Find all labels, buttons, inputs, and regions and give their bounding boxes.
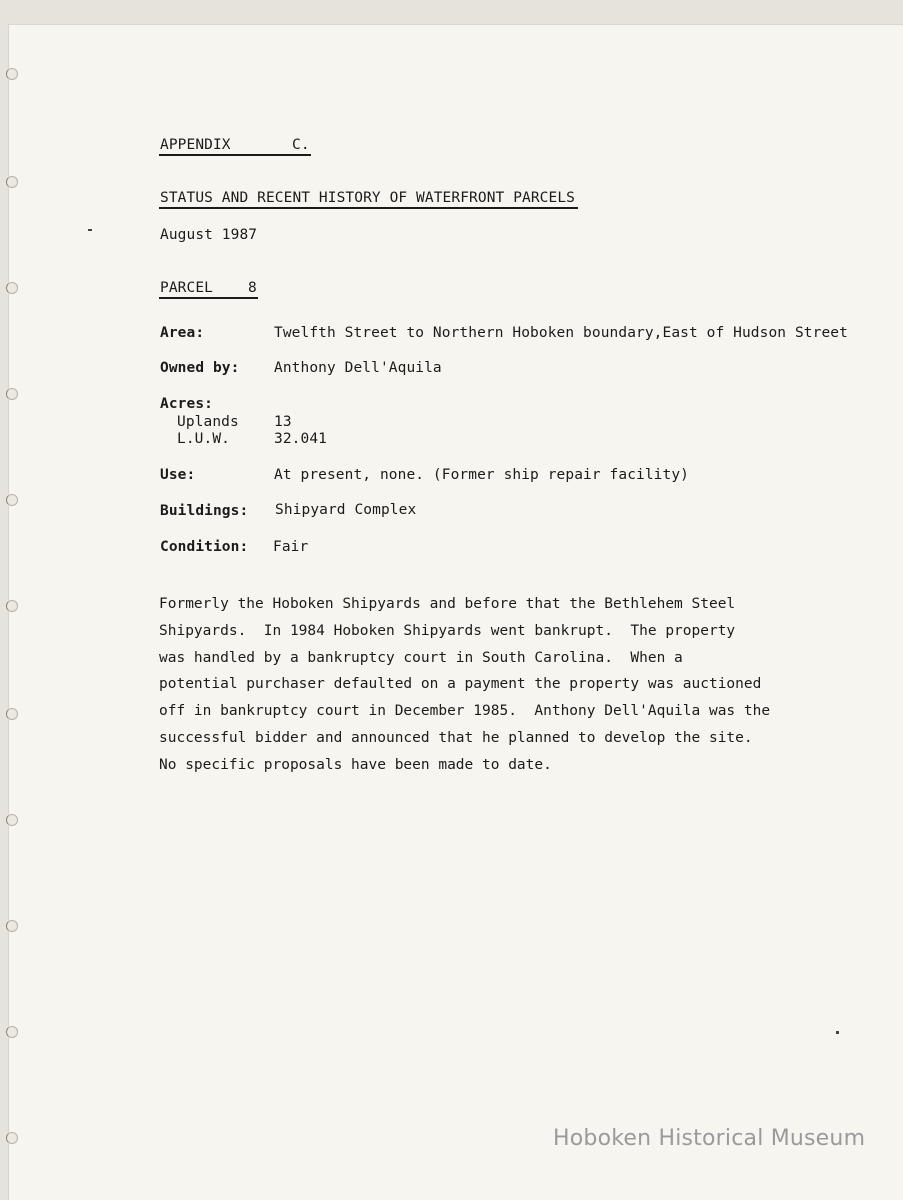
- appendix-label: APPENDIX: [160, 137, 231, 153]
- paragraph-line: Shipyards. In 1984 Hoboken Shipyards went bankrupt. The property: [159, 622, 736, 639]
- museum-watermark: Hoboken Historical Museum: [553, 1126, 866, 1151]
- binder-hole-icon: [6, 814, 18, 826]
- area-label: Area:: [160, 325, 205, 341]
- binder-hole-icon: [6, 282, 18, 294]
- paragraph-line: successful bidder and announced that he planned to develop the site.: [159, 729, 753, 746]
- binder-hole-icon: [6, 920, 18, 932]
- binder-hole-icon: [6, 176, 18, 188]
- uplands-value: 13: [274, 414, 292, 430]
- paper-speck: [88, 229, 92, 231]
- binder-hole-icon: [6, 600, 18, 612]
- parcel-label: PARCEL: [160, 280, 213, 296]
- use-label: Use:: [160, 467, 196, 483]
- owner-value: Anthony Dell'Aquila: [274, 360, 442, 376]
- luw-value: 32.041: [274, 431, 327, 447]
- luw-label: L.U.W.: [177, 431, 230, 447]
- acres-label: Acres:: [160, 396, 213, 412]
- history-paragraph: [159, 591, 839, 779]
- use-value: At present, none. (Former ship repair facility): [274, 467, 689, 483]
- paragraph-line: was handled by a bankruptcy court in South Carolina. When a: [159, 649, 683, 666]
- owner-label: Owned by:: [160, 360, 240, 376]
- buildings-value: Shipyard Complex: [275, 502, 417, 518]
- paper-speck: [836, 1031, 839, 1034]
- binder-hole-icon: [6, 708, 18, 720]
- appendix-underline: [159, 154, 311, 156]
- binder-hole-icon: [6, 388, 18, 400]
- condition-value: Fair: [273, 539, 309, 555]
- uplands-label: Uplands: [177, 414, 239, 430]
- buildings-label: Buildings:: [160, 503, 249, 519]
- binder-hole-icon: [6, 1026, 18, 1038]
- title-underline: [159, 207, 578, 209]
- document-date: August 1987: [160, 227, 258, 243]
- binder-hole-icon: [6, 1132, 18, 1144]
- condition-label: Condition:: [160, 539, 249, 555]
- paragraph-line: potential purchaser defaulted on a payment the property was auctioned: [159, 676, 762, 693]
- paragraph-line: No specific proposals have been made to date.: [159, 756, 552, 773]
- paragraph-line: off in bankruptcy court in December 1985. Anthony Dell'Aquila was the: [159, 703, 771, 720]
- binder-hole-icon: [6, 68, 18, 80]
- area-value: Twelfth Street to Northern Hoboken boundary,East of Hudson Street: [274, 325, 848, 341]
- paragraph-line: Formerly the Hoboken Shipyards and before that the Bethlehem Steel: [159, 596, 736, 612]
- parcel-number: 8: [248, 280, 257, 296]
- appendix-letter: C.: [292, 137, 310, 153]
- document-title: STATUS AND RECENT HISTORY OF WATERFRONT PARCELS: [160, 190, 575, 206]
- binder-hole-icon: [6, 494, 18, 506]
- parcel-underline: [159, 297, 258, 299]
